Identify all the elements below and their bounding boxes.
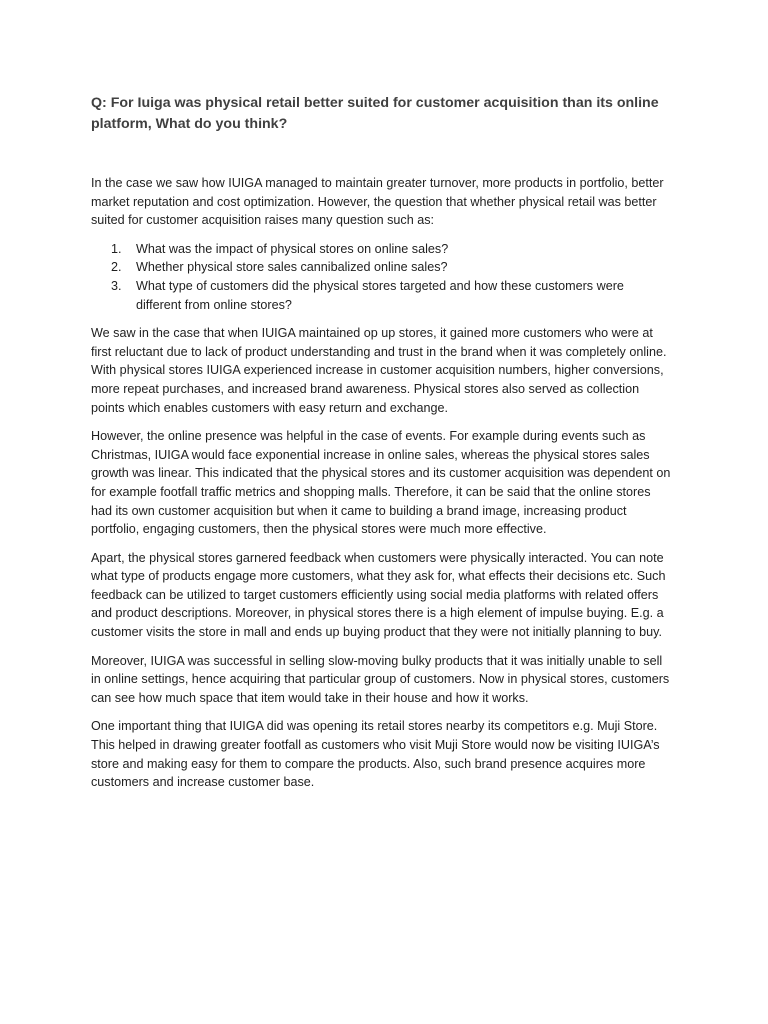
paragraph-online-events: However, the online presence was helpful in the case of events. For example during events such as Christmas, IUIGA would face exponential increase in online sales, whereas the physical stores sales growth was linear. This indicated that the physical stores and its customer acquisition was dependent on for example footfall traffic metrics and shopping malls. Therefore, it can be said that the online stores had its own customer acquisition but when it came to building a brand image, increasing product portfolio, engaging customers, then the physical stores were much more effective. — [91, 429, 671, 537]
answer-body — [91, 174, 671, 802]
questions-list — [91, 240, 671, 314]
list-item-text: Whether physical store sales cannibalized online sales? — [136, 260, 448, 275]
list-item — [91, 277, 671, 314]
paragraph-physical-stores-benefits: We saw in the case that when IUIGA maintained op up stores, it gained more customers who were at first reluctant due to lack of product understanding and trust in the brand when it was completely online. With physical stores IUIGA experienced increase in customer acquisition numbers, higher conversions, more repeat purchases, and increased brand awareness. Physical stores also served as collection points which enables customers with easy return and exchange. — [91, 326, 667, 415]
paragraph-customer-feedback: Apart, the physical stores garnered feedback when customers were physically interacted. You can note what type of products engage more customers, what they ask for, what effects their decisions etc. Such feedback can be utilized to target customers efficiently using social media platforms with related offers and product descriptions. Moreover, in physical stores there is a high element of impulse buying. E.g. a customer visits the store in mall and ends up buying product that they were not initially planning to buy. — [91, 550, 666, 640]
list-item-number: 1. — [111, 241, 122, 256]
list-item-text: What was the impact of physical stores on online sales? — [136, 241, 449, 256]
paragraph-competitor-proximity: One important thing that IUIGA did was opening its retail stores nearby its competitors e.g. Muji Store. This helped in drawing greater footfall as customers who visit Muji Store would now be visiting IUIGA’s store and making easy for them to compare the products. Also, such brand presence acquires more customers and increase customer base. — [91, 719, 660, 790]
paragraph-bulky-products: Moreover, IUIGA was successful in selling slow-moving bulky products that it was initially unable to sell in online settings, hence acquiring that particular group of customers. Now in physical stores, customers can see how much space that item would take in their house and how it works. — [91, 653, 670, 705]
question-heading: Q: For Iuiga was physical retail better suited for customer acquisition than its online platform, What do you think? — [91, 95, 659, 132]
list-item — [91, 258, 671, 277]
list-item-text: What type of customers did the physical stores targeted and how these customers were different from online stores? — [136, 278, 624, 312]
list-item — [91, 240, 671, 259]
intro-paragraph: In the case we saw how IUIGA managed to maintain greater turnover, more products in portfolio, better market reputation and cost optimization. However, the question that whether physical retail was better suited for customer acquisition raises many question such as: — [91, 176, 664, 228]
list-item-number: 3. — [111, 278, 122, 293]
list-item-number: 2. — [111, 260, 122, 275]
